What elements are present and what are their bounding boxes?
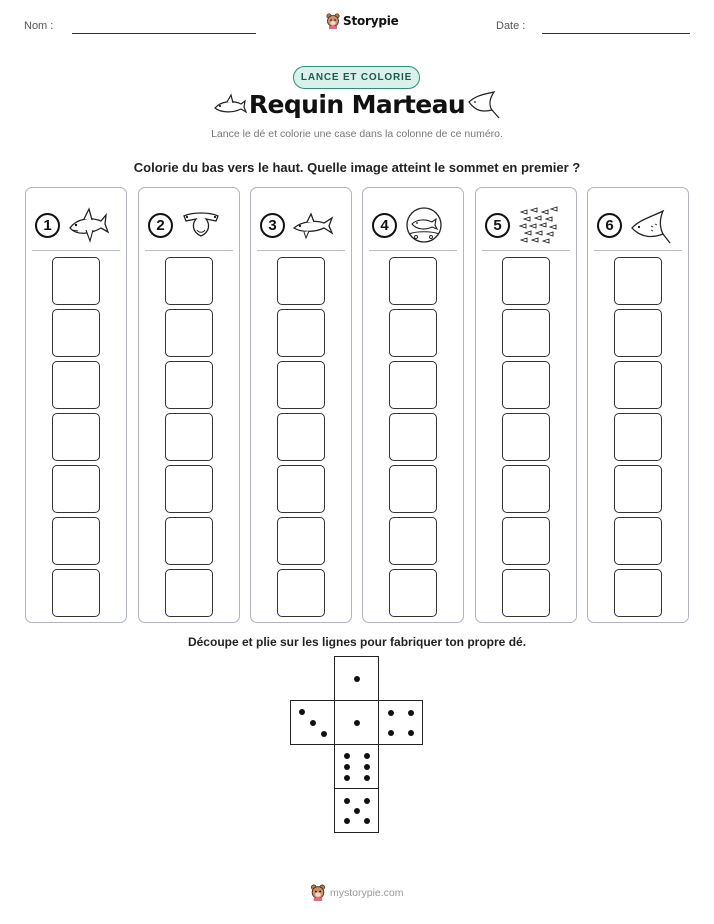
column-6 bbox=[587, 187, 689, 623]
color-box[interactable] bbox=[277, 257, 325, 305]
color-box[interactable] bbox=[165, 309, 213, 357]
color-box[interactable] bbox=[52, 413, 100, 461]
die-pip bbox=[364, 753, 370, 759]
die-pip bbox=[408, 730, 414, 736]
color-box[interactable] bbox=[52, 257, 100, 305]
color-box[interactable] bbox=[389, 569, 437, 617]
color-box[interactable] bbox=[52, 309, 100, 357]
column-separator bbox=[257, 250, 345, 251]
footer bbox=[310, 884, 404, 901]
die-face-6 bbox=[334, 744, 379, 789]
color-box[interactable] bbox=[277, 517, 325, 565]
color-box[interactable] bbox=[389, 413, 437, 461]
color-box[interactable] bbox=[277, 361, 325, 409]
color-box[interactable] bbox=[614, 413, 662, 461]
column-number: 4 bbox=[372, 213, 397, 238]
column-number: 3 bbox=[260, 213, 285, 238]
page-subtitle: Lance le dé et colorie une case dans la colonne de ce numéro. bbox=[211, 128, 503, 140]
die-pip bbox=[344, 753, 350, 759]
color-box[interactable] bbox=[165, 569, 213, 617]
die-pip bbox=[310, 720, 316, 726]
color-box[interactable] bbox=[614, 361, 662, 409]
color-box[interactable] bbox=[614, 257, 662, 305]
brand-logo bbox=[326, 13, 399, 29]
column-number: 1 bbox=[35, 213, 60, 238]
die-pip bbox=[354, 676, 360, 682]
page-title: Requin Marteau bbox=[248, 90, 466, 119]
die-face-1 bbox=[334, 656, 379, 701]
column-header bbox=[485, 206, 559, 244]
die-pip bbox=[364, 764, 370, 770]
die-face-3 bbox=[290, 700, 335, 745]
column-5 bbox=[475, 187, 577, 623]
color-box[interactable] bbox=[389, 465, 437, 513]
color-box[interactable] bbox=[502, 465, 550, 513]
color-box[interactable] bbox=[52, 465, 100, 513]
die-pip bbox=[344, 798, 350, 804]
die-pip bbox=[344, 775, 350, 781]
die-pip bbox=[321, 731, 327, 737]
name-label: Nom : bbox=[24, 20, 54, 32]
color-box[interactable] bbox=[502, 413, 550, 461]
color-box[interactable] bbox=[614, 569, 662, 617]
die-pip bbox=[408, 710, 414, 716]
color-box[interactable] bbox=[277, 465, 325, 513]
die-face-1 bbox=[334, 700, 379, 745]
footer-url[interactable]: mystorypie.com bbox=[330, 886, 404, 899]
brand-name: Storypie bbox=[343, 14, 399, 28]
fish-school-icon bbox=[517, 206, 559, 244]
instruction-text: Colorie du bas vers le haut. Quelle image atteint le sommet en premier ? bbox=[133, 160, 581, 175]
die-pip bbox=[388, 710, 394, 716]
column-separator bbox=[32, 250, 120, 251]
column-1 bbox=[25, 187, 127, 623]
column-separator bbox=[482, 250, 570, 251]
date-line[interactable] bbox=[542, 33, 690, 34]
color-box[interactable] bbox=[389, 257, 437, 305]
column-header bbox=[35, 206, 109, 244]
color-box[interactable] bbox=[52, 517, 100, 565]
shark-icon bbox=[67, 206, 109, 244]
die-pip bbox=[388, 730, 394, 736]
cut-instruction: Découpe et plie sur les lignes pour fabriquer ton propre dé. bbox=[187, 635, 527, 649]
color-box[interactable] bbox=[277, 309, 325, 357]
bear-icon bbox=[310, 884, 326, 901]
color-box[interactable] bbox=[614, 309, 662, 357]
die-pip bbox=[364, 775, 370, 781]
color-box[interactable] bbox=[614, 517, 662, 565]
name-line[interactable] bbox=[72, 33, 256, 34]
column-3 bbox=[250, 187, 352, 623]
color-box[interactable] bbox=[502, 517, 550, 565]
color-box[interactable] bbox=[389, 309, 437, 357]
die-pip bbox=[354, 720, 360, 726]
column-4 bbox=[362, 187, 464, 623]
color-box[interactable] bbox=[277, 569, 325, 617]
column-number: 6 bbox=[597, 213, 622, 238]
aquarium-bubble-icon bbox=[404, 206, 446, 244]
die-pip bbox=[364, 798, 370, 804]
color-box[interactable] bbox=[165, 361, 213, 409]
color-box[interactable] bbox=[52, 361, 100, 409]
die-face-4 bbox=[378, 700, 423, 745]
column-header bbox=[148, 206, 222, 244]
color-box[interactable] bbox=[502, 309, 550, 357]
die-pip bbox=[344, 764, 350, 770]
column-header bbox=[260, 206, 334, 244]
column-number: 5 bbox=[485, 213, 510, 238]
column-header bbox=[597, 206, 671, 244]
die-pip bbox=[364, 818, 370, 824]
color-box[interactable] bbox=[389, 517, 437, 565]
color-box[interactable] bbox=[389, 361, 437, 409]
die-face-5 bbox=[334, 788, 379, 833]
stingray-icon bbox=[466, 90, 500, 120]
column-separator bbox=[594, 250, 682, 251]
color-box[interactable] bbox=[165, 465, 213, 513]
die-pip bbox=[299, 709, 305, 715]
date-label: Date : bbox=[496, 20, 526, 32]
hammerhead-icon bbox=[180, 206, 222, 244]
color-box[interactable] bbox=[52, 569, 100, 617]
die-pip bbox=[354, 808, 360, 814]
swimming-shark-icon bbox=[292, 206, 334, 244]
die-pip bbox=[344, 818, 350, 824]
column-header bbox=[372, 206, 446, 244]
color-box[interactable] bbox=[165, 413, 213, 461]
stingray-icon bbox=[629, 206, 671, 244]
column-number: 2 bbox=[148, 213, 173, 238]
color-box[interactable] bbox=[277, 413, 325, 461]
color-box[interactable] bbox=[614, 465, 662, 513]
column-separator bbox=[145, 250, 233, 251]
color-box[interactable] bbox=[165, 257, 213, 305]
activity-badge: LANCE ET COLORIE bbox=[293, 66, 420, 89]
color-box[interactable] bbox=[165, 517, 213, 565]
color-box[interactable] bbox=[502, 361, 550, 409]
color-box[interactable] bbox=[502, 569, 550, 617]
bear-icon bbox=[326, 13, 340, 29]
color-box[interactable] bbox=[502, 257, 550, 305]
column-2 bbox=[138, 187, 240, 623]
column-separator bbox=[369, 250, 457, 251]
